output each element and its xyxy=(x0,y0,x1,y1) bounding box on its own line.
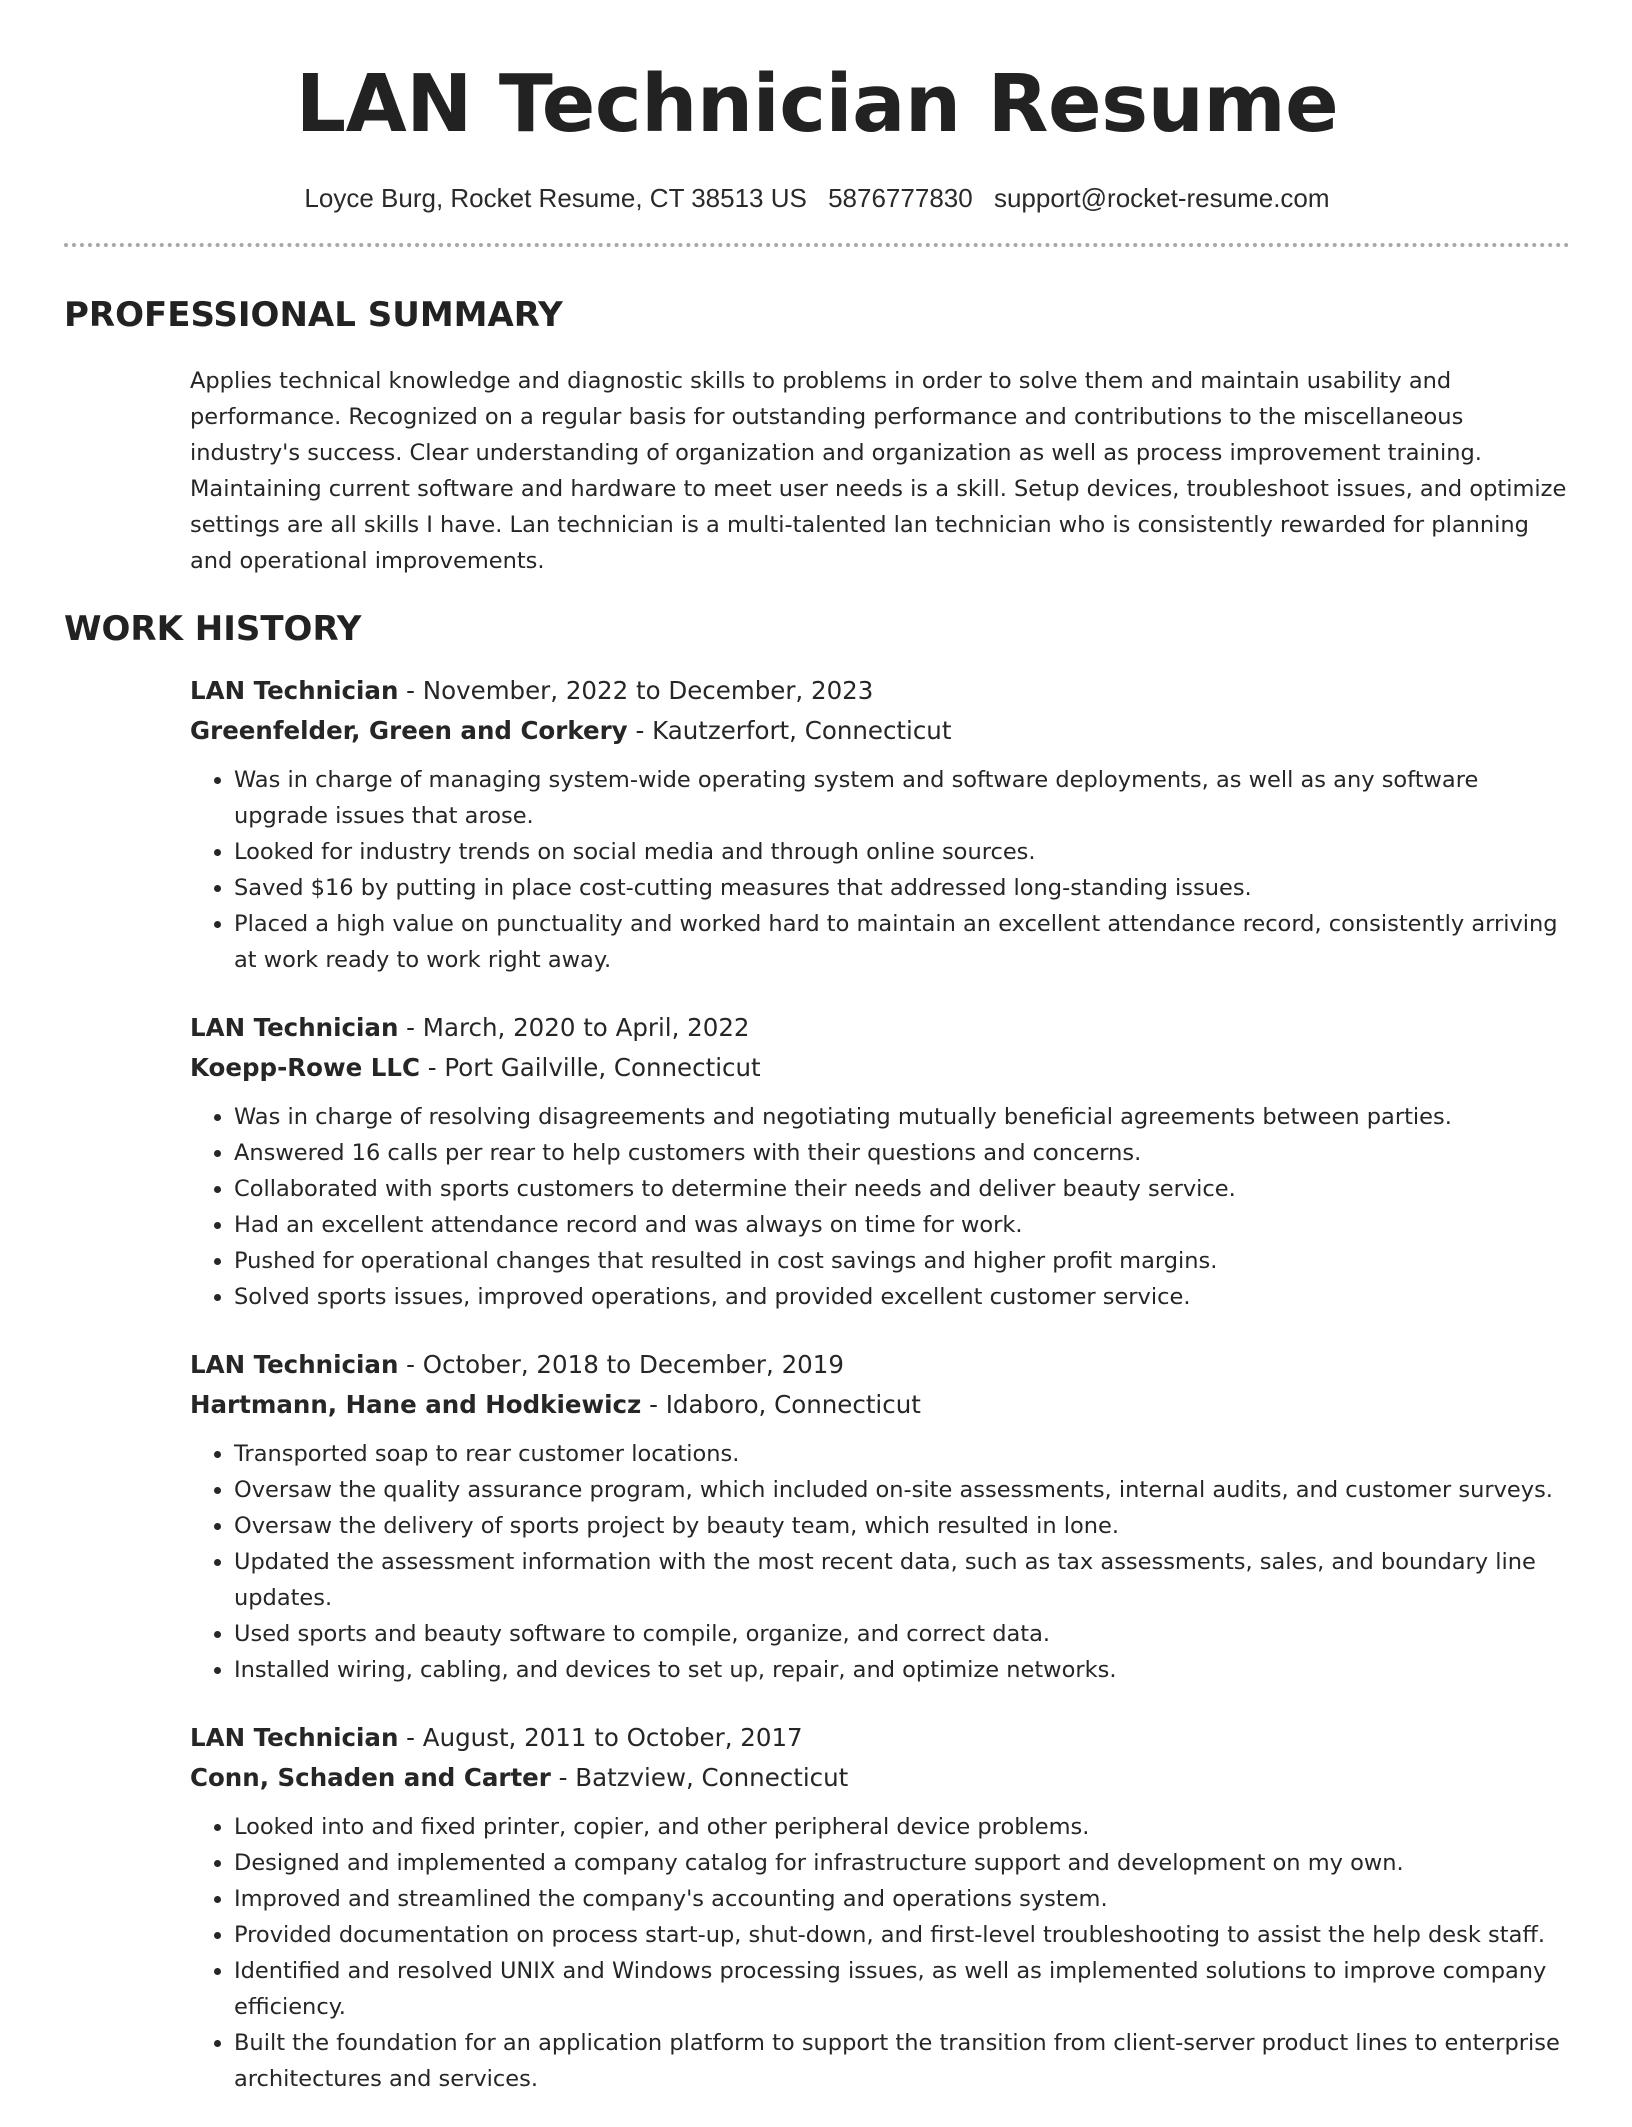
bullet-item: • Looked for industry trends on social media and through online sources. xyxy=(234,834,1570,870)
bullet-item: • Transported soap to rear customer locations. xyxy=(234,1436,1570,1472)
header-divider xyxy=(64,243,1570,247)
bullet-item: • Saved $16 by putting in place cost-cutting measures that addressed long-standing issues. xyxy=(234,870,1570,906)
bullet-item: • Provided documentation on process start-up, shut-down, and first-level troubleshooting to assist the help desk staff. xyxy=(234,1917,1570,1953)
job-location: - Idaboro, Connecticut xyxy=(641,1390,921,1419)
job-entry xyxy=(190,671,1570,978)
job-entry xyxy=(190,1008,1570,1315)
bullet-item: • Collaborated with sports customers to determine their needs and deliver beauty service. xyxy=(234,1171,1570,1207)
resume-title: LAN Technician Resume xyxy=(295,58,1339,150)
job-dates: - November, 2022 to December, 2023 xyxy=(398,676,874,705)
bullet-item: • Updated the assessment information with the most recent data, such as tax assessments, sales, and boundary line updates. xyxy=(234,1544,1570,1616)
bullet-item: • Placed a high value on punctuality and worked hard to maintain an excellent attendance record, consistently arriving at work ready to work right away. xyxy=(234,906,1570,978)
bullet-item: • Had an excellent attendance record and was always on time for work. xyxy=(234,1207,1570,1243)
bullet-item: • Answered 16 calls per rear to help customers with their questions and concerns. xyxy=(234,1135,1570,1171)
bullet-item: • Built the foundation for an application platform to support the transition from client-server product lines to enterprise architectures and services. xyxy=(234,2025,1570,2097)
bullet-item: • Improved and streamlined the company's accounting and operations system. xyxy=(234,1881,1570,1917)
job-entry xyxy=(190,1345,1570,1688)
contact-address: Loyce Burg, Rocket Resume, CT 38513 US xyxy=(304,183,807,213)
job-role: LAN Technician xyxy=(190,676,399,705)
job-bullets xyxy=(190,762,1570,978)
job-bullets xyxy=(190,1099,1570,1315)
bullet-item: • Solved sports issues, improved operations, and provided excellent customer service. xyxy=(234,1279,1570,1315)
job-location: - Kautzerfort, Connecticut xyxy=(627,716,952,745)
job-role-line xyxy=(190,1345,1570,1385)
resume-page xyxy=(64,0,1570,2127)
contact-line xyxy=(64,181,1570,215)
job-role-line xyxy=(190,671,1570,711)
job-company: Hartmann, Hane and Hodkiewicz xyxy=(190,1390,642,1419)
work-history-heading: WORK HISTORY xyxy=(64,609,362,649)
bullet-item: • Was in charge of managing system-wide operating system and software deployments, as well as any software upgrade issues that arose. xyxy=(234,762,1570,834)
bullet-item: • Identified and resolved UNIX and Windows processing issues, as well as implemented solutions to improve company efficiency. xyxy=(234,1953,1570,2025)
job-location: - Port Gailville, Connecticut xyxy=(419,1053,761,1082)
bullet-item: • Pushed for operational changes that resulted in cost savings and higher profit margins. xyxy=(234,1243,1570,1279)
job-company-line xyxy=(190,1758,1570,1798)
job-company-line xyxy=(190,1385,1570,1425)
job-location: - Batzview, Connecticut xyxy=(550,1763,849,1792)
bullet-item: • Used sports and beauty software to compile, organize, and correct data. xyxy=(234,1616,1570,1652)
job-company-line xyxy=(190,1048,1570,1088)
contact-phone: 5876777830 xyxy=(828,183,973,213)
job-role-line xyxy=(190,1718,1570,1758)
job-dates: - October, 2018 to December, 2019 xyxy=(398,1350,844,1379)
bullet-item: • Looked into and fixed printer, copier, and other peripheral device problems. xyxy=(234,1809,1570,1845)
job-company: Koepp-Rowe LLC xyxy=(190,1053,420,1082)
job-company-line xyxy=(190,711,1570,751)
job-role: LAN Technician xyxy=(190,1723,399,1752)
job-entry xyxy=(190,1718,1570,2097)
job-role-line xyxy=(190,1008,1570,1048)
job-role: LAN Technician xyxy=(190,1350,399,1379)
bullet-item: • Oversaw the quality assurance program, which included on-site assessments, internal audits, and customer surveys. xyxy=(234,1472,1570,1508)
bullet-item: • Installed wiring, cabling, and devices to set up, repair, and optimize networks. xyxy=(234,1652,1570,1688)
bullet-item: • Oversaw the delivery of sports project by beauty team, which resulted in lone. xyxy=(234,1508,1570,1544)
bullet-item: • Was in charge of resolving disagreements and negotiating mutually beneficial agreements between parties. xyxy=(234,1099,1570,1135)
job-dates: - March, 2020 to April, 2022 xyxy=(398,1013,750,1042)
job-dates: - August, 2011 to October, 2017 xyxy=(398,1723,803,1752)
summary-heading: PROFESSIONAL SUMMARY xyxy=(64,295,563,335)
contact-email: support@rocket-resume.com xyxy=(993,183,1330,213)
bullet-item: • Designed and implemented a company catalog for infrastructure support and development on my own. xyxy=(234,1845,1570,1881)
job-bullets xyxy=(190,1809,1570,2097)
summary-text: Applies technical knowledge and diagnostic skills to problems in order to solve them and maintain usability and performance. Recognized on a regular basis for outstanding performance and contributions to the miscellaneous industry's success. Clear understanding of organization and organization as well as process improvement training. Maintaining current software and hardware to meet user needs is a skill. Setup devices, troubleshoot issues, and optimize settings are all skills I have. Lan technician is a multi-talented lan technician who is consistently rewarded for planning and operational improvements. xyxy=(190,368,1567,574)
work-history-list xyxy=(190,671,1570,2097)
job-role: LAN Technician xyxy=(190,1013,399,1042)
job-company: Conn, Schaden and Carter xyxy=(190,1763,551,1792)
job-bullets xyxy=(190,1436,1570,1688)
job-company: Greenfelder, Green and Corkery xyxy=(190,716,628,745)
